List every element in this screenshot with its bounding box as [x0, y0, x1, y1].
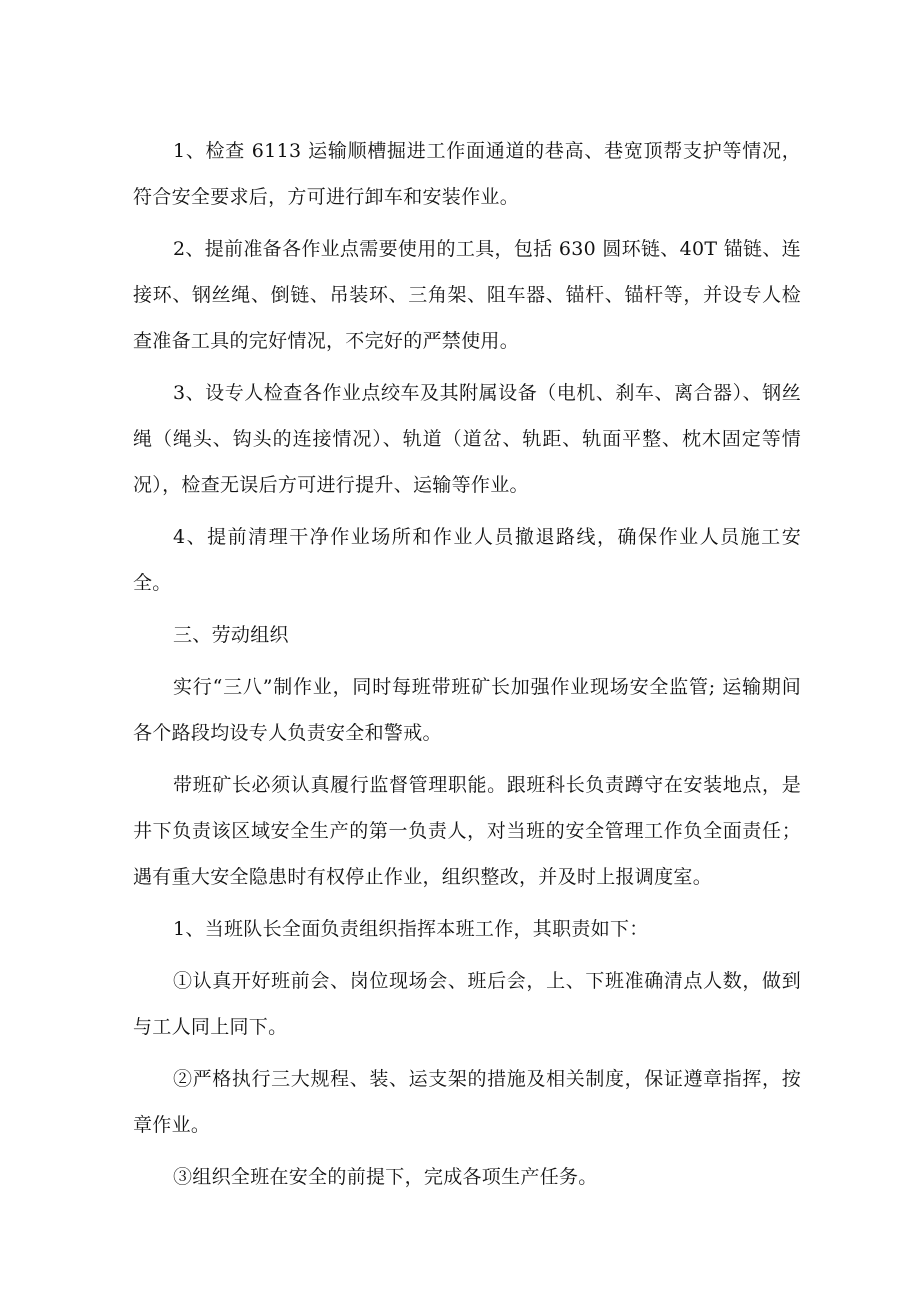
list-item-duty-3: ③组织全班在安全的前提下，完成各项生产任务。: [173, 1166, 598, 1188]
paragraph-three-shift: 实行“三八”制作业，同时每班带班矿长加强作业现场安全监管; 运输期间各个路段均设专人负责安全和警戒。: [133, 676, 801, 744]
paragraph-shift-mine-manager: 带班矿长必须认真履行监督管理职能。跟班科长负责蹲守在安装地点，是井下负责该区域安全生产的第一负责人，对当班的安全管理工作负全面责任；遇有重大安全隐患时有权停止作业，组织整改，并及时上报调度室。: [133, 774, 801, 888]
paragraph-inspect-passage: 1、检查 6113 运输顺槽掘进工作面通道的巷高、巷宽顶帮支护等情况，符合安全要求后，方可进行卸车和安装作业。: [133, 140, 801, 208]
list-item-duty-2: ②严格执行三大规程、装、运支架的措施及相关制度，保证遵章指挥，按章作业。: [133, 1068, 801, 1136]
paragraph-inspect-winch: 3、设专人检查各作业点绞车及其附属设备（电机、刹车、离合器）、钢丝绳（绳头、钩头的连接情况）、轨道（道岔、轨距、轨面平整、枕木固定等情况），检查无误后方可进行提升、运输等作业。: [133, 382, 801, 496]
paragraph-clear-route: 4、提前清理干净作业场所和作业人员撤退路线，确保作业人员施工安全。: [133, 526, 801, 594]
paragraph-team-leader-duties: 1、当班队长全面负责组织指挥本班工作，其职责如下：: [173, 918, 649, 940]
section-heading-labor-organization: 三、劳动组织: [173, 624, 289, 646]
document-body: [133, 128, 801, 1200]
list-item-duty-1: ①认真开好班前会、岗位现场会、班后会，上、下班准确清点人数，做到与工人同上同下。: [133, 970, 801, 1038]
paragraph-prepare-tools: 2、提前准备各作业点需要使用的工具，包括 630 圆环链、40T 锚链、连接环、钢丝绳、倒链、吊装环、三角架、阻车器、锚杆、锚杆等，并设专人检查准备工具的完好情况，不完好的严禁使用。: [133, 238, 801, 352]
